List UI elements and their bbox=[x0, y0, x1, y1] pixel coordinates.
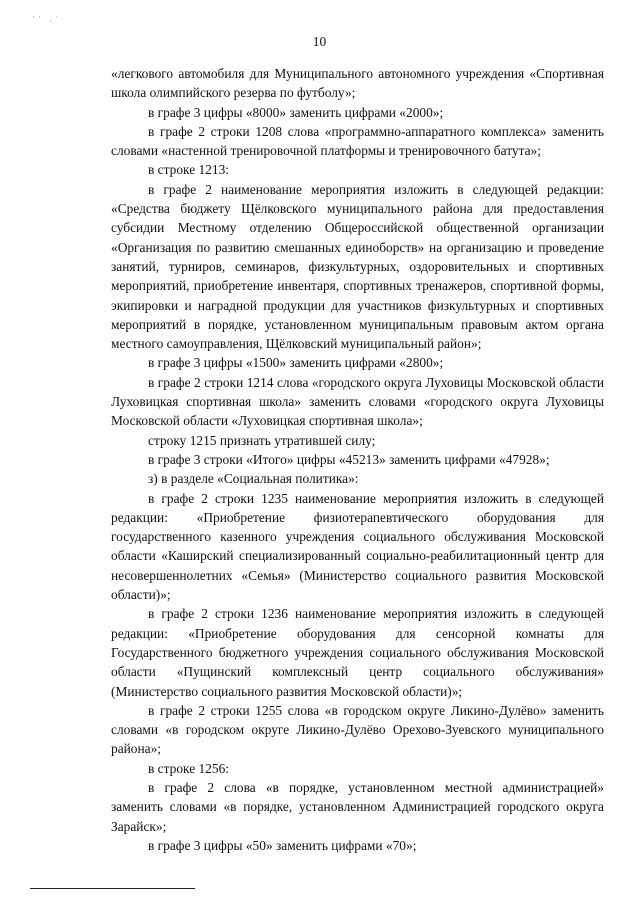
paragraph-15: в графе 2 слова «в порядке, установленном местной администрацией» заменить словами «в порядке, установленном Администрацией городского округа Зарайск»; bbox=[111, 779, 604, 834]
paragraph-6: в графе 3 цифры «1500» заменить цифрами «2800»; bbox=[148, 355, 444, 371]
paragraph-4: в строке 1213: bbox=[148, 162, 229, 178]
paragraph-8: строку 1215 признать утратившей силу; bbox=[148, 432, 376, 448]
scan-mark: ·· ˏ· bbox=[32, 12, 62, 22]
paragraph-10: з) в разделе «Социальная политика»: bbox=[148, 471, 359, 487]
paragraph-1: «легкового автомобиля для Муниципального автономного учреждения «Спортивная школа олимпийского резерва по футболу»; bbox=[111, 66, 604, 101]
paragraph-7: в графе 2 строки 1214 слова «городского округа Луховицы Московской области Луховицкая спортивная школа» заменить словами «городского округа Луховицы Московской области «Луховицкая спортивная школа»; bbox=[111, 374, 604, 429]
paragraph-3: в графе 2 строки 1208 слова «программно-аппаратного комплекса» заменить словами «настенной тренировочной платформы и тренировочного батута»; bbox=[111, 123, 604, 159]
paragraph-5: в графе 2 наименование мероприятия изложить в следующей редакции: «Средства бюджету Щёлковского муниципального района для предоставления субсидии Местному отделению Общероссийской общественной организации «Организация по развитию смешанных единоборств» на организацию и проведение занятий, турниров, семинаров, физкультурных, оздоровительных и спортивных мероприятий, приобретение инвентаря, спортивных тренажеров, спортивной формы, экипировки и наградной продукции для участников физкультурных и спортивных мероприятий в порядке, установленном муниципальным правовым актом органа местного самоуправления, Щёлковский муниципальный район»; bbox=[111, 181, 604, 352]
paragraph-9: в графе 3 строки «Итого» цифры «45213» заменить цифрами «47928»; bbox=[148, 451, 550, 467]
paragraph-13: в графе 2 строки 1255 слова «в городском округе Ликино-Дулёво» заменить словами «в городском округе Ликино-Дулёво Орехово-Зуевского муниципального района»; bbox=[111, 702, 604, 757]
page-number: 10 bbox=[312, 34, 327, 49]
footer-rule bbox=[30, 888, 195, 889]
paragraph-16: в графе 3 цифры «50» заменить цифрами «70»; bbox=[148, 837, 417, 853]
paragraph-2: в графе 3 цифры «8000» заменить цифрами «2000»; bbox=[148, 104, 444, 120]
document-body bbox=[111, 64, 604, 855]
paragraph-11: в графе 2 строки 1235 наименование мероприятия изложить в следующей редакции: «Приобретение физиотерапевтического оборудования для государственного казенного учреждения социального обслуживания Московской области «Каширский специализированный социально-реабилитационный центр для несовершеннолетних «Семья» (Министерство социального развития Московской области)»; bbox=[111, 490, 604, 603]
paragraph-14: в строке 1256: bbox=[148, 760, 229, 776]
paragraph-12: в графе 2 строки 1236 наименование мероприятия изложить в следующей редакции: «Приобретение оборудования для сенсорной комнаты для Государственного бюджетного учреждения социального обслуживания Московской области «Пущинский комплексный центр социального обслуживания» (Министерство социального развития Московской области)»; bbox=[111, 606, 604, 699]
